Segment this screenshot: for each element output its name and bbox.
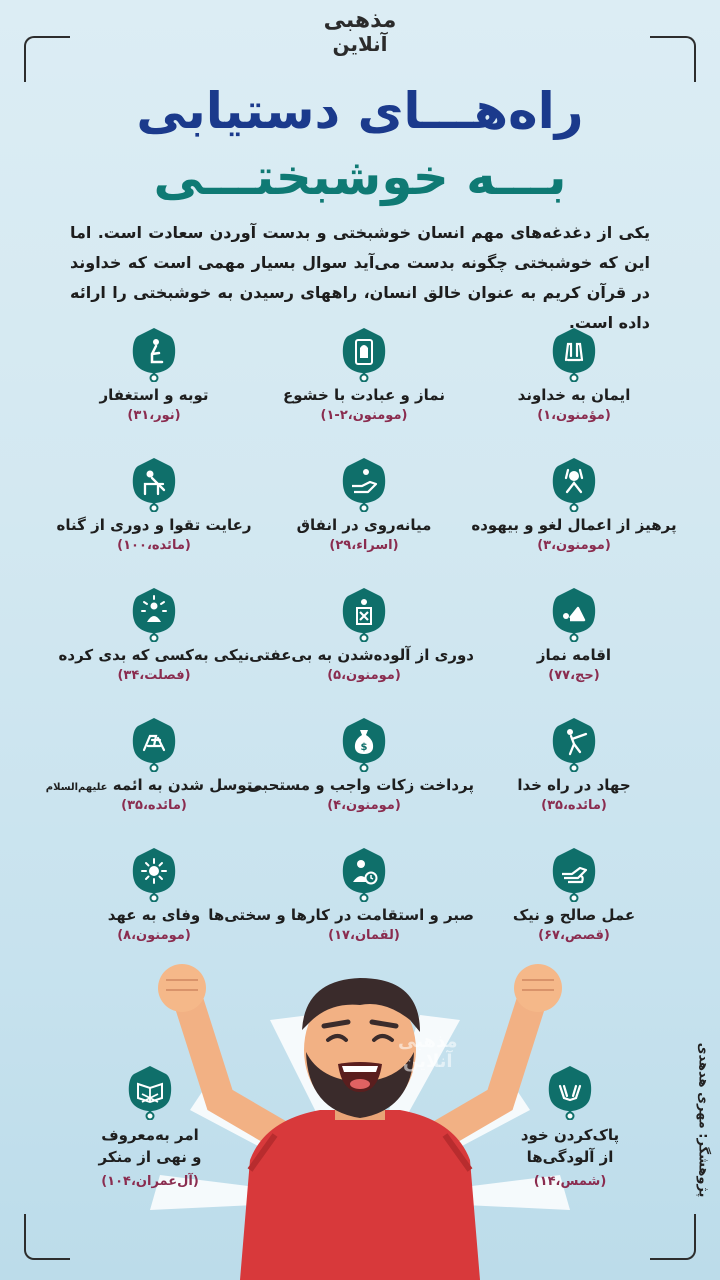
open-hands-icon — [546, 1064, 594, 1120]
way-item: عمل صالح و نیک (قصص،۶۷) — [464, 846, 684, 966]
way-item: پرهیز از اعمال لغو و بیهوده (مومنون،۳) — [464, 456, 684, 576]
way-item: صبر و استقامت در کارها و سختی‌ها (لقمان،۱۷) — [254, 846, 474, 966]
frame-corner-bottom-left — [24, 1214, 70, 1260]
way-item: نماز و عبادت با خشوع (مومنون،۲-۱) — [254, 326, 474, 446]
quran-book-icon — [126, 1064, 174, 1120]
person-clock-icon — [340, 846, 388, 902]
sun-badge-icon — [130, 846, 178, 902]
fighter-icon — [550, 716, 598, 772]
way-item: دوری از آلوده‌شدن به بی‌عفتی (مومنون،۵) — [254, 586, 474, 706]
way-item: پاک‌کردن خود از آلودگی‌ها (شمس،۱۴) — [480, 1064, 660, 1189]
money-bag-icon — [340, 716, 388, 772]
way-item: جهاد در راه خدا (مائده،۳۵) — [464, 716, 684, 836]
helping-hand-icon — [550, 846, 598, 902]
radiant-person-icon — [130, 586, 178, 642]
forbidden-person-icon — [340, 586, 388, 642]
way-item: $ پرداخت زکات واجب و مستحبی (مومنون،۴) — [254, 716, 474, 836]
way-item: امر به‌معروف و نهی از منکر (آل‌عمران،۱۰۴) — [60, 1064, 240, 1189]
way-item: وفای به عهد (مومنون،۸) — [44, 846, 264, 966]
intro-paragraph: یکی از دغدغه‌های مهم انسان خوشبختی و بدست آوردن سعادت است. اما این که خوشبختی چگونه بدست می‌آید سوال بسیار مهمی است که خداوند در قرآن کریم به عنوان خالق انسان، راههای رسیدن به خوشبختی را ارائه داده است. — [70, 223, 650, 332]
page-title-line1: راه‌هـــای دستیابی — [136, 82, 584, 140]
giving-hand-icon — [340, 456, 388, 512]
covering-ears-icon — [550, 456, 598, 512]
kneeling-person-icon — [130, 326, 178, 382]
prostrating-person-icon — [550, 586, 598, 642]
page-title-line2: بـــه خوشبختـــی — [153, 148, 567, 206]
prayer-mat-icon — [340, 326, 388, 382]
way-item: متوسل شدن به ائمه علیهم‌السلام (مائده،۳۵) — [44, 716, 264, 836]
way-item: میانه‌روی در انفاق (اسراء،۲۹) — [254, 456, 474, 576]
way-item: اقامه نماز (حج،۷۷) — [464, 586, 684, 706]
watermark: مذهبی آنلاین — [398, 1031, 458, 1072]
brand-logo: مذهبی آنلاین — [323, 8, 397, 56]
frame-corner-bottom-right — [650, 1214, 696, 1260]
bowed-person-icon — [130, 456, 178, 512]
way-item: ایمان به خداوند (مؤمنون،۱) — [464, 326, 684, 446]
svg-text:$: $ — [360, 742, 368, 753]
researcher-credit: پژوهشگر: مهری هدهدی — [695, 1042, 711, 1198]
praying-hands-icon — [550, 326, 598, 382]
way-item: نیکی به‌کسی که بدی کرده (فصلت،۳۴) — [44, 586, 264, 706]
way-item: رعایت تقوا و دوری از گناه (مائده،۱۰۰) — [44, 456, 264, 576]
clasped-hands-icon — [130, 716, 178, 772]
way-item: توبه و استغفار (نور،۳۱) — [44, 326, 264, 446]
